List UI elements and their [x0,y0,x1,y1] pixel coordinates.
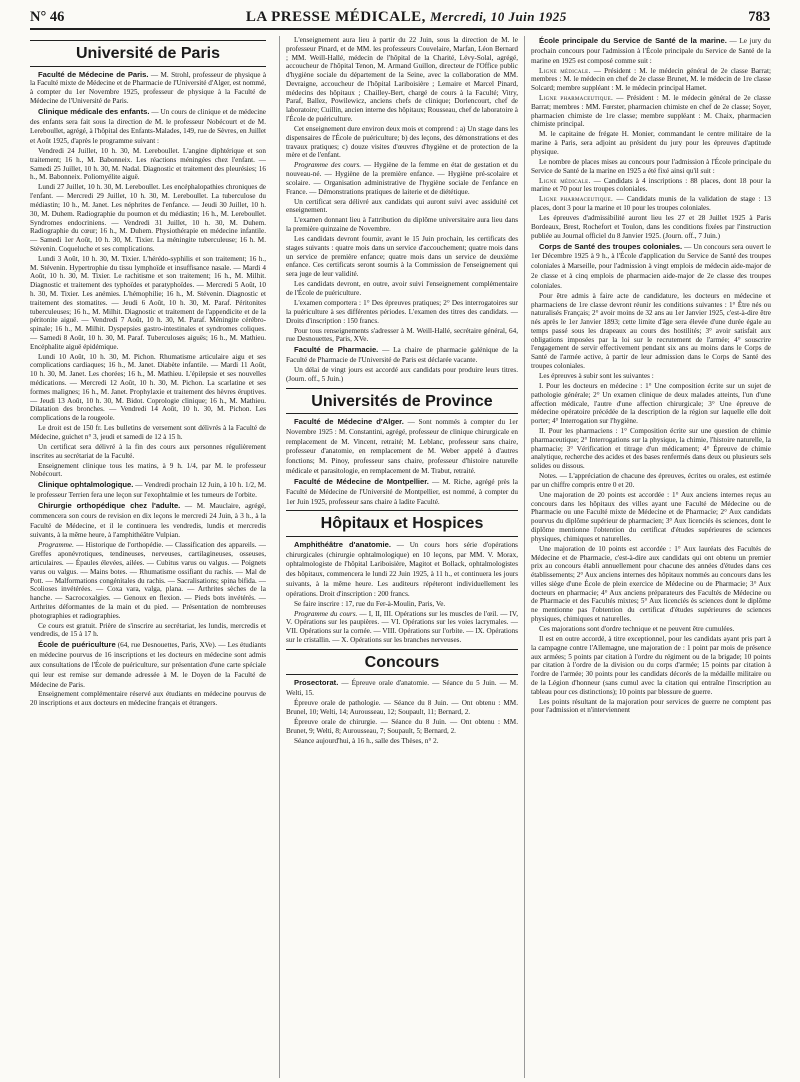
paragraph-text: — La chaire de pharmacie galénique de la Faculté de Pharmacie de l'Université de Paris est déclarée vacante. [286,346,518,365]
paragraph [30,541,266,620]
paragraph-label: Ligne médicale. [539,66,591,75]
paragraph-text: — I, II, III. Opérations sur les muscles de l'œil. — IV, V. Opérations sur les paupières. — VI. Opérations sur les voies lacrymales. — VII. Opérations sur la cornée. — VIII. Opérations sur l'orbite. — IX. Opérations sur le cristallin. — X. Opérations sur les branches nerveuses. [286,609,518,644]
journal-name: LA PRESSE MÉDICALE, [245,8,426,25]
paragraph: Le droit est de 150 fr. Les bulletins de versement sont délivrés à la Faculté de Médecine, guichet n° 3, jeudi et samedi de 12 à 15 h. [30,424,266,441]
paragraph: Les points résultant de la majoration pour services de guerre ne comptent pas pour l'admission et n'interviennent [531,697,771,715]
paragraph [531,242,771,291]
paragraph-lead: École de puériculture [38,640,116,650]
paragraph [286,345,518,365]
paragraph-text: — M. Riche, agrégé près la Faculté de Médecine de l'Université de Montpellier, est nommé, à compter du 1er Juin 1925, professeur sans chaire à ladite Faculté. [286,477,518,506]
paragraph [30,107,266,146]
paragraph [286,417,518,476]
paragraph-lead: Prosectorat. [294,678,339,688]
paragraph-label: Ligne pharmaceutique. [539,195,614,204]
paragraph [286,161,518,196]
paragraph-text: — Vendredi prochain 12 Juin, à 10 h. 1/2, M. le professeur Terrien fera une leçon sur l'exophtalmie et les tumeurs de l'orbite. [30,481,266,500]
paragraph: L'examen comportera : 1° Des épreuves pratiques; 2° Des interrogatoires sur la puériculture à ses différentes périodes. L'examen des titres des candidats. — Droits d'inscription : 150 francs. [286,298,518,325]
paragraph-lead: Faculté de Médecine d'Alger. [294,417,404,427]
paragraph: L'enseignement aura lieu à partir du 22 Juin, sous la direction de M. le professeur Pinard, et de MM. les professeurs Couvelaire, Marfan, Léon Bernard ; MM. Weill-Hallé, médecin de l'hôpital de la Charité, Lévy-Solal, agrégé, accoucheur de l'hôpital Tenon, M. Armand Guillon, directeur de l'Office public d'hygiène sociale du département de la Seine, avec la collaboration de MM. Devraigne, accoucheur de l'hôpital Lariboisière ; Lemaire et Marcel Pinard, médecins des hôpitaux ; Chailley-Bert, chargé de cours à la Faculté; Vitry, Paraf, Ballez, Powilewicz, anciens chefs de clinique; Dorlencourt, chef de laboratoire; Cuillin, ancien interne des hôpitaux; Rousseau, chef de laboratoire à l'École de puériculture. [286,36,518,124]
paragraph: Lundi 27 Juillet, 10 h. 30, M. Lereboullet. Les encéphalopathies chroniques de l'enfant. — Mercredi 29 Juillet, 10 h. 30, M. Lereboullet. La tuberculose du médiastin; 10 h., M. Janet. Les néphrites de l'enfance. — Jeudi 30 Juillet, 10 h. 30, M. Duhem. Radiographie du poumon et du médiastin; 16 h., M. Lereboullet. Syndromes endocriniens. — Vendredi 31 Juillet, 10 h. 30, M. Duhem. Radiographie du cœur; 16 h., M. Duhem. Physiothérapie en médecine infantile. — Samedi 1er Août, 10 h. 30, M. Tixier. La méningite tuberculeuse; 16 h. M. Stévenin. Coqueluche et ses complications. [30,183,266,253]
paragraph: Vendredi 24 Juillet, 10 h. 30, M. Lereboullet. L'angine diphtérique et son traitement; 16 h., M. Babonneix. Les réactions méningées chez l'enfant. — Samedi 25 Juillet, 10 h. 30, M. Nadal. Diagnostic et traitement des pleurésies; 16 h., M. Babonneix. Poliomyélite aiguë. [30,147,266,182]
paragraph-lead: Amphithéâtre d'anatomie. [294,539,391,549]
section-title-universites-province: Universités de Province [286,388,518,415]
paragraph [531,195,771,213]
paragraph-text: — Candidats à 4 inscriptions : 88 places, dont 18 pour la marine et 70 pour les troupes coloniales. [531,176,771,194]
paragraph-lead: Chirurgie orthopédique chez l'adulte. [38,501,181,511]
paragraph [30,501,266,540]
paragraph: L'examen donnant lieu à l'attribution du diplôme universitaire aura lieu dans la première quinzaine de Novembre. [286,216,518,234]
paragraph-lead: Faculté de Médecine de Paris. [38,69,149,79]
paragraph-text: — Président : M. le médecin général de 2e classe Barrat; membres : MM. Fœrster, pharmacien chimiste en chef de 2e classe; Soyer, pharmacien chimiste de 1re classe; membre suppléant : M. Chaix, pharmacien chimiste principal. [531,94,771,129]
paragraph [531,177,771,195]
paragraph: M. le capitaine de frégate H. Monier, commandant le centre militaire de la marine à Paris, sera adjoint au président du jury pour les épreuves d'aptitude physique. [531,130,771,156]
paragraph: Notes. — L'appréciation de chacune des épreuves, écrites ou orales, est estimée par un chiffre compris entre 0 et 20. [531,472,771,489]
paragraph-lead: Corps de Santé des troupes coloniales. [539,241,683,251]
paragraph-label: Ligne médicale. [539,176,591,185]
paragraph-label: Programme des cours. [294,161,362,170]
paragraph: Les candidats devront, en outre, avoir suivi l'enseignement complémentaire de l'École de puériculture. [286,280,518,297]
issue-date: Mercredi, 10 Juin 1925 [430,8,567,24]
paragraph [30,640,266,689]
paragraph: Un certificat sera délivré aux candidats qui auront suivi avec assiduité cet enseignement. [286,197,518,215]
paragraph [286,678,518,698]
paragraph [531,94,771,129]
paragraph: Enseignement clinique tous les matins, à 9 h. 1/4, par M. le professeur Nobécourt. [30,461,266,479]
paragraph-label: Programme du cours. [294,609,358,618]
paragraph: Enseignement complémentaire réservé aux étudiants en médecine pourvus de 20 inscriptions et aux docteurs en médecine français et étrangers. [30,690,266,708]
paragraph: Les candidats devront fournir, avant le 15 Juin prochain, les certificats des stages suivants : quatre mois dans un service d'accouchement; quatre mois dans un service de première enfance; quatre mois dans un service de deuxième enfance. Ces certificats seront soumis à la Commission de l'enseignement qui sera juge de leur validité. [286,235,518,279]
paragraph: Séance aujourd'hui, à 16 h., salle des Thèses, n° 2. [294,736,439,745]
paragraph [286,540,518,599]
paragraph: Pour tous renseignements s'adresser à M. Weill-Hallé, secrétaire général, 64, rue Desnouettes, Paris, XVe. [286,326,518,344]
paragraph-text: — Sont nommés à compter du 1er Novembre 1925 : M. Constantini, agrégé, professeur de clinique chirurgicale en remplacement de M. Vincent, retraité; M. Leblanc, professeur sans chaire, professeur d'anatomie, en remplacement de M. Weber appelé à d'autres fonctions; M. Pinoy, professeur sans chaire, professeur d'histoire naturelle médicale et parasitologie, en remplacement de M. Trabut, retraité. [286,418,518,475]
paragraph-lead: Faculté de Pharmacie. [294,345,379,355]
paragraph: Les épreuves d'admissibilité auront lieu les 27 et 28 Juillet 1925 à Paris Bordeaux, Brest, Rochefort et Toulon, dans les conditions fixées par l'instruction publiée au Journal officiel du 8 Janvier 1925. (Journ. off., 7 Juin.) [531,214,771,240]
paragraph [531,67,771,93]
page-header [30,6,770,30]
paragraph: Une majoration de 10 points est accordée : 1° Aux lauréats des Facultés de Médecine et de Pharmacie, c'est-à-dire aux candidats qui ont obtenu un premier prix au concours établi annuellement pour chacune des années d'études dans ces établissements; 2° Aux anciens internes des hôpitaux nommés au concours dans les villes siège d'une École de plein exercice de Médecine ou de Pharmacie; 3° Aux docteurs en pharmacie; 4° Aux anciens préparateurs des Facultés de Médecine ou de Pharmacie et des Facultés mixtes; 5° Aux licenciés ès sciences dont le diplôme ne mentionne pas l'obtention du certificat d'études supérieures de sciences physiques, chimiques et naturelles. [531,544,771,624]
column-3 [524,36,771,1078]
paragraph-text: — Historique de l'orthopédie. — Classification des appareils. — Greffes aponévrotiques, tendineuses, nerveuses, cartilagineuses, osseuses, articulaires. — Épaules élevées, ailées. — Cubitus varus ou valgus. — Poignets varus ou valgus. — Mains botes. — Rhumatisme ossifiant du rachis. — Mal de Pott. — Malformations congénitales du rachis. — Sacralisations; spina bifida. — Scolioses invétérées. — Coxa vara, valga, plana. — Arthrites sèches de la hanche. — Sacrocoxalgies. — Genoux en flexion. — Pieds bots invétérés. — Arthrites déformantes de la main et du pied. — Présentation de nombreuses photographies et radiographies. [30,541,266,620]
paragraph-text: — Hygiène de la femme en état de gestation et du nouveau-né. — Hygiène de la première enfance. — Hygiène pré-scolaire et scolaire. — Organisation administrative de l'hygiène sociale de l'enfance en France. — Démonstrations pratiques de laiterie et de diététique. [286,161,518,196]
paragraph-text: — M. Strohl, professeur de physique à la Faculté mixte de Médecine et de Pharmacie de l'Université d'Alger, est nommé, à compter du 1er Novembre 1925, professeur de physique à la Faculté de Médecine de l'Université de Paris. [30,70,266,105]
paragraph: Épreuve orale de pathologie. — Séance du 8 Juin. — Ont obtenu : MM. Brunel, 10; Welti, 14; Aurousseau, 12; Soupault, 11; Bernard, 2. [286,699,518,716]
paragraph: Lundi 3 Août, 10 h. 30, M. Tixier. L'hérédo-syphilis et son traitement; 16 h., M. Stévenin. Hypertrophie du tissu lymphoïde et insuffisance nasale. — Mardi 4 Août, 10 h. 30, M. Tixier. Le rachitisme et son traitement; 16 h., M. Milhit. Diagnostic et traitement des typhoïdes et paratyphoïdes. — Mercredi 5 Août, 10 h. 30, M. Tixier. Les anémies. L'hémophilie; 16 h., M. Stévenin. Diagnostic et traitement des stomatites. — Jeudi 6 Août, 10 h. 30, M. Paraf. Péritonites tuberculeuses; 16 h., M. Milhit. Diagnostic et traitement de l'appendicite et de la péritonite aiguë. — Vendredi 7 Août, 10 h. 30, M. Paraf. Méningite cérébro-spinale; 16 h., M. Milhit. Dyspepsies gastro-intestinales et syndromes coliques. — Samedi 8 Août, 10 h. 30, M. Paraf. Tuberculoses aiguës; 16 h., M. Mathieu. Encéphalite aiguë épidémique. [30,254,266,351]
paragraph-text: — Le jury du prochain concours pour l'admission à l'École principale du Service de Santé de la marine en 1925 est composé comme suit : [531,37,771,65]
section-title-concours: Concours [286,649,518,676]
paragraph: Une majoration de 20 points est accordée : 1° Aux anciens internes reçus au concours dans les hôpitaux des villes ayant une Faculté de Médecine ou de Pharmacie ou une Faculté mixte de Médecine et de Pharmacie; 2° Aux candidats pourvus du diplôme supérieur de pharmacien; 3° Aux licenciés ès sciences, dont le diplôme mentionne l'obtention du certificat d'études supérieures de sciences physiques, chimiques et naturelles. [531,490,771,543]
paragraph: II. Pour les pharmaciens : 1° Composition écrite sur une question de chimie pharmaceutique; 2° Interrogations sur la physique, la chimie, l'histoire naturelle, la pharmacie; 3° Vérification et titrage d'un médicament; 4° Épreuve de chimie analytique, recherche des acides et des bases renfermés dans deux ou plusieurs sels solides ou dissous. [531,427,771,471]
column-2 [279,36,518,1078]
paragraph: Le nombre de places mises au concours pour l'admission à l'École principale du Service de Santé de la marine en 1925 a été fixé ainsi qu'il suit : [531,157,771,175]
paragraph: Un délai de vingt jours est accordé aux candidats pour produire leurs titres. (Journ. off., 5 Juin.) [286,366,518,383]
paragraph: I. Pour les docteurs en médecine : 1° Une composition écrite sur un sujet de pathologie générale; 2° Un examen clinique de deux malades atteints, l'un d'une affection médicale, l'autre d'une affection chirurgicale; 3° Une épreuve de médecine opératoire précédée de la description de la région sur laquelle elle doit porter; 4° Interrogation sur l'hygiène. [531,381,771,426]
paragraph-lead: Clinique médicale des enfants. [38,106,150,116]
paragraph-text: — Président : M. le médecin général de 2e classe Barrat; membres : M. le médecin en chef de 2e classe Brunet, M. le médecin de 1re classe Solcard; membre suppléant : M. le médecin principal Hamet. [531,66,771,93]
paragraph [531,36,771,65]
paragraph: Cet enseignement dure environ deux mois et comprend : a) Un stage dans les dispensaires de l'École de puériculture; b) des leçons, des démonstrations et des travaux pratiques; c) douze visites d'œuvres d'hygiène et de protection de la mère et de l'enfant. [286,125,518,160]
paragraph: Il est en outre accordé, à titre exceptionnel, pour les candidats ayant pris part à la campagne contre l'Allemagne, une majoration de : 1 point par mois de présence aux armées; 5 points par citation à l'ordre du régiment ou de la brigade; 10 points par citation à l'ordre de la division ou du corps d'armée; 15 points par citation à l'ordre de l'armée; 30 points pour les candidats décorés de la médaille militaire ou de la Légion d'honneur (sans cumul avec la citation qui entraîne l'inscription au tableau pour ces distinctions); 10 points par blessure de guerre. [531,634,771,696]
paragraph: Ces majorations sont d'ordre technique et ne peuvent être cumulées. [539,625,735,633]
section-title-universite-paris: Université de Paris [30,40,266,67]
paragraph-lead: Clinique ophtalmologique. [38,480,134,490]
section-title-hopitaux: Hôpitaux et Hospices [286,510,518,537]
paragraph: Ce cours est gratuit. Prière de s'inscrire au secrétariat, les lundis, mercredis et vendredis, de 15 à 17 h. [30,621,266,639]
paragraph: Épreuve orale de chirurgie. — Séance du 8 Juin. — Ont obtenu : MM. Brunet, 9; Welti, 8; Aurousseau, 7; Soupault, 5; Bernard, 2. [286,717,518,735]
journal-title [246,9,567,26]
paragraph-lead: École principale du Service de Santé de la marine. [539,36,727,45]
page-number: 783 [748,8,770,25]
issue-number: N° 46 [30,8,65,25]
paragraph-text: (64, rue Desnouettes, Paris, XVe). — Les étudiants en médecine pourvus de 16 inscriptions et les docteurs en médecine sont admis aux consultations de l'École de puériculture, sur présentation d'une carte spéciale qui leur est remise sur demande adressée à M. le Doyen de la Faculté de Médecine de Paris. [30,641,266,689]
paragraph: Pour être admis à faire acte de candidature, les docteurs en médecine et pharmaciens de 1re classe devront réunir les conditions suivantes : 1° Être nés ou naturalisés Français; 2° avoir moins de 32 ans au 1er Janvier 1925, c'est-à-dire être nés après le 1er Janvier 1893; cette limite d'âge sera élevée d'une durée égale au temps passé sous les drapeaux au cours des hostilités; 3° avoir satisfait aux obligations imposées par la loi sur le recrutement de l'armée; 4° souscrire l'engagement de servir effectivement pendant six ans au moins dans le Corps de Santé de l'armée active, à partir de leur admission dans le Corps de Santé des troupes coloniales. [531,291,771,371]
paragraph-text: — Un cours de clinique et de médecine des enfants sera fait sous la direction de M. le professeur Nobécourt et de M. Lereboullet, agrégé, à l'hôpital des Enfants-Malades, 149, rue de Sèvres, en Juillet et Août 1925, d'après le programme suivant : [30,107,266,146]
column-1 [30,36,266,1078]
paragraph: Se faire inscrire : 17, rue du Fer-à-Moulin, Paris, Ve. [294,599,446,608]
paragraph-text: — Candidats munis de la validation de stage : 13 places, dont 3 pour la marine et 10 pour les troupes coloniales. [531,195,771,213]
paragraph-text: — M. Mauclaire, agrégé, commencera son cours de revision en dix leçons le mercredi 24 Juin, à 3 h., à la Faculté de Médecine, et il le continuera les vendredis, lundis et mercredis suivants, à la même heure, à l'amphithéâtre Vulpian. [30,502,266,540]
paragraph-lead: Faculté de Médecine de Montpellier. [294,476,429,486]
paragraph [286,610,518,645]
paragraph: Lundi 10 Août, 10 h. 30, M. Pichon. Rhumatisme articulaire aigu et ses complications cardiaques; 16 h., M. Janet. Diabète infantile. — Mardi 11 Août, 10 h. 30, M. Janet. Les chorées; 16 h., M. Mathieu. L'épilepsie et ses nouvelles médications. — Mercredi 12 Août, 10 h. 30, M. Pichon. La scarlatine et ses formes malignes; 16 h., M. Janet. Prophylaxie et traitement des hèvres éruptives. — Jeudi 13 Août, 10 h. 30, M. Bidot. Coprologie clinique; 16 h., M. Mathieu. Dilatation des bronches. — Vendredi 14 Août, 10 h. 30, M. Pichon. Les complications de la rougeole. [30,352,266,423]
paragraph-text: — Un concours sera ouvert le 1er Décembre 1925 à 9 h., à l'École d'application du Service de Santé des troupes coloniales à Marseille, pour l'admission à vingt emplois de médecin aide-major de 2e classe et à cinq emplois de pharmacien aide-major de 2e classe des troupes coloniales. [531,242,771,290]
paragraph-text: — Un cours hors série d'opérations chirurgicales (chirurgie ophtalmologique) en 10 leçons, par MM. V. Morax, ophtalmologiste de l'hôpital Lariboisière, Magitot et Bollack, ophtalmologistes des hôpitaux, commencera le lundi 22 Juin 1925, à 11 h., et continuera les jours suivants, à la même heure. Les auditeurs répéteront individuellement les opérations. Droit d'inscription : 200 francs. [286,540,518,598]
paragraph: Les épreuves à subir sont les suivantes : [539,372,654,380]
paragraph-label: Programme. [38,541,74,550]
paragraph: Un certificat sera délivré à la fin des cours aux personnes régulièrement inscrites au secrétariat de la Faculté. [30,442,266,460]
paragraph [286,477,518,506]
paragraph-label: Ligne pharmaceutique. [539,94,614,103]
paragraph-text: — Épreuve orale d'anatomie. — Séance du 5 Juin. — M. Welti, 15. [286,679,518,698]
paragraph [30,70,266,106]
paragraph [30,480,266,500]
